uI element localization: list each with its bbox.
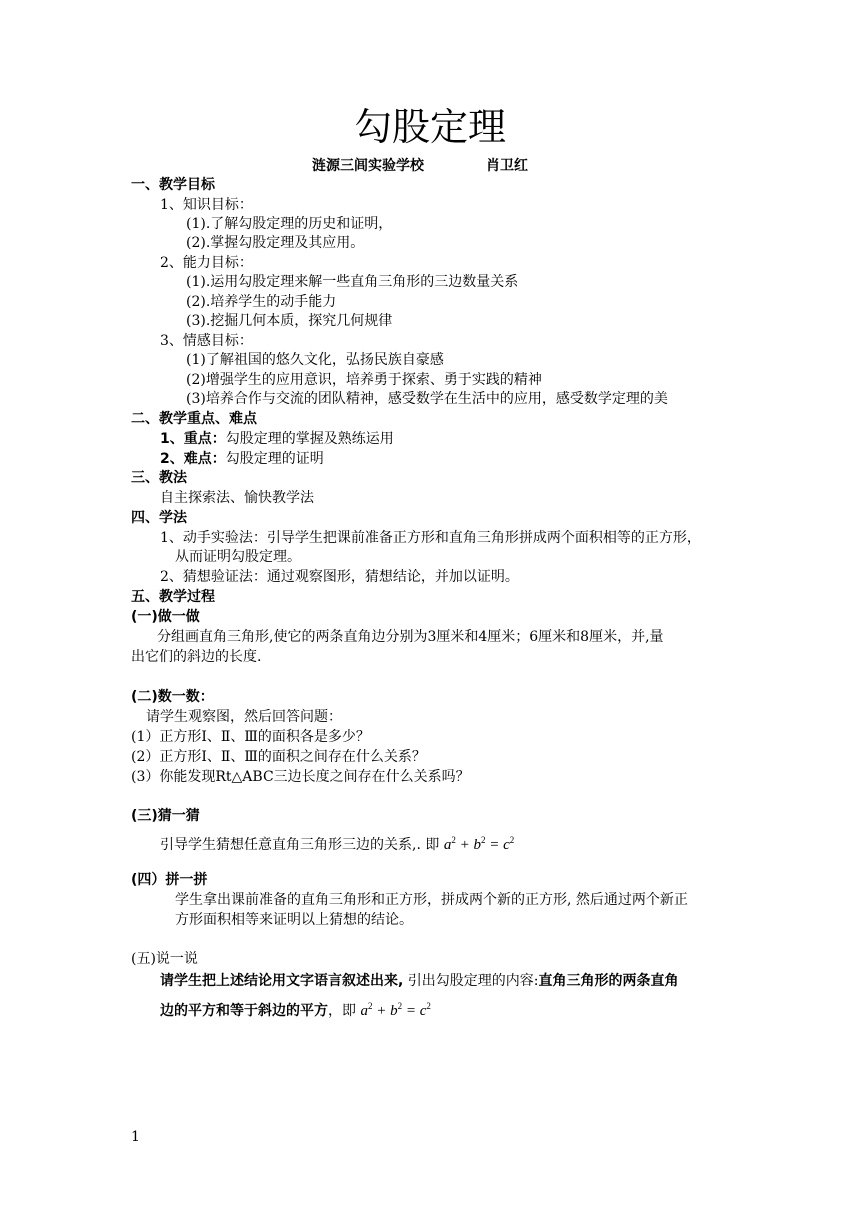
learning-method-1-cont: 从而证明勾股定理。 [175,549,301,565]
teaching-method-text: 自主探索法、愉快教学法 [160,490,314,506]
part-5-line-2: 边的平方和等于斜边的平方，即 $a^2 + b^2 = c^2$ [160,1001,431,1019]
key-point-label: 1、重点： [160,431,226,447]
section-3-heading: 三、教法 [131,470,187,486]
part-4-heading: (四）拼一拼 [131,872,208,888]
difficult-point-line [160,449,324,469]
school-name: 涟源三闾实验学校 [312,158,424,174]
emotion-goal-3: (3)培养合作与交流的团队精神，感受数学在生活中的应用，感受数学定理的美 [186,391,668,407]
emotion-goal-1: (1)了解祖国的悠久文化，弘扬民族自豪感 [186,352,444,368]
learning-method-1: 1、动手实验法：引导学生把课前准备正方形和直角三角形拼成两个面积相等的正方形， [160,530,701,546]
emotion-goals-heading: 3、情感目标： [160,333,253,349]
formula-pythagoras-2: $a^2 + b^2 = c^2$ [360,1001,431,1019]
section-2-heading: 二、教学重点、难点 [131,411,257,427]
key-point-text: 勾股定理的掌握及熟练运用 [225,431,394,447]
part-1-line-1: 分组画直角三角形,使它的两条直角边分别为3厘米和4厘米；6厘米和8厘米，并,量 [157,629,664,645]
formula-pythagoras: $a^2 + b^2 = c^2$ [443,835,515,853]
part-5-heading: (五)说一说 [131,951,198,967]
emotion-goal-2: (2)增强学生的应用意识，培养勇于探索、勇于实践的精神 [186,372,542,388]
section-4-heading: 四、学法 [131,510,187,526]
question-2: (2）正方形Ⅰ、Ⅱ、Ⅲ的面积之间存在什么关系？ [131,749,426,765]
knowledge-goal-2: (2).掌握勾股定理及其应用。 [186,235,365,251]
question-3: (3）你能发现Rt△ABC三边长度之间存在什么关系吗？ [131,769,470,785]
difficult-point-text: 勾股定理的证明 [225,451,324,467]
learning-method-2: 2、猜想验证法：通过观察图形，猜想结论，并加以证明。 [160,569,519,585]
ability-goal-2: (2).培养学生的动手能力 [186,294,337,310]
page-title: 勾股定理 [353,105,506,149]
section-1-heading: 一、教学目标 [131,177,215,193]
ability-goals-heading: 2、能力目标： [160,255,253,271]
key-point-line [160,429,394,449]
part-1-heading: (一)做一做 [131,609,200,625]
knowledge-goals-heading: 1、知识目标： [160,197,253,213]
knowledge-goal-1: (1).了解勾股定理的历史和证明， [186,216,393,232]
ability-goal-3: (3).挖掘几何本质，探究几何规律 [186,313,393,329]
difficult-point-label: 2、难点： [160,451,226,467]
part-2-heading: (二)数一数： [131,689,214,705]
author-name: 肖卫红 [486,158,528,174]
part-2-intro: 请学生观察图，然后回答问题： [146,709,342,725]
part-3-line [160,830,514,855]
page-number: 1 [131,1129,140,1145]
question-1: (1）正方形Ⅰ、Ⅱ、Ⅲ的面积各是多少？ [131,729,370,745]
part-5-line-1: 请学生把上述结论用文字语言叙述出来, 引出勾股定理的内容:直角三角形的两条直角 [160,973,679,989]
part-4-line-1: 学生拿出课前准备的直角三角形和正方形，拼成两个新的正方形, 然后通过两个新正 [175,892,688,908]
part-3-heading: (三)猜一猜 [131,808,200,824]
ability-goal-1: (1).运用勾股定理来解一些直角三角形的三边数量关系 [186,274,519,290]
part-3-text: 引导学生猜想任意直角三角形三边的关系,. 即 [160,837,440,853]
section-5-heading: 五、教学过程 [131,589,215,605]
part-1-line-2: 出它们的斜边的长度. [131,649,262,665]
part-4-line-2: 方形面积相等来证明以上猜想的结论。 [175,912,413,928]
